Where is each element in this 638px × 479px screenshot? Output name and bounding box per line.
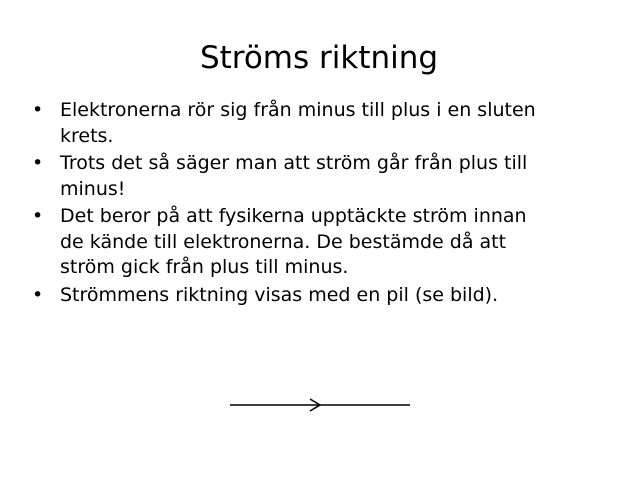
- bullet-item: [32, 204, 612, 281]
- bullet-line: minus!: [60, 177, 126, 200]
- bullet-line: Trots det så säger man att ström går från plus till: [60, 152, 528, 174]
- bullet-item: [32, 151, 612, 202]
- bullet-item: [32, 283, 612, 309]
- bullet-dot: •: [32, 99, 44, 121]
- bullet-line: de kände till elektronerna. De bestämde då att: [60, 230, 507, 253]
- bullet-line: Elektronerna rör sig från minus till plus i en sluten: [60, 99, 536, 121]
- bullet-line: krets.: [60, 124, 114, 147]
- bullet-dot: •: [32, 152, 44, 174]
- bullet-line: Det beror på att fysikerna upptäckte ström innan: [60, 205, 527, 227]
- bullet-item: [32, 98, 612, 149]
- right-arrow-icon: [228, 392, 412, 418]
- bullet-dot: •: [32, 283, 44, 306]
- bullet-dot: •: [32, 205, 44, 227]
- bullet-line: ström gick från plus till minus.: [60, 256, 349, 278]
- slide-title: Ströms riktning: [199, 40, 439, 76]
- bullet-list: [32, 98, 612, 310]
- bullet-line: Strömmens riktning visas med en pil (se bild).: [60, 283, 499, 306]
